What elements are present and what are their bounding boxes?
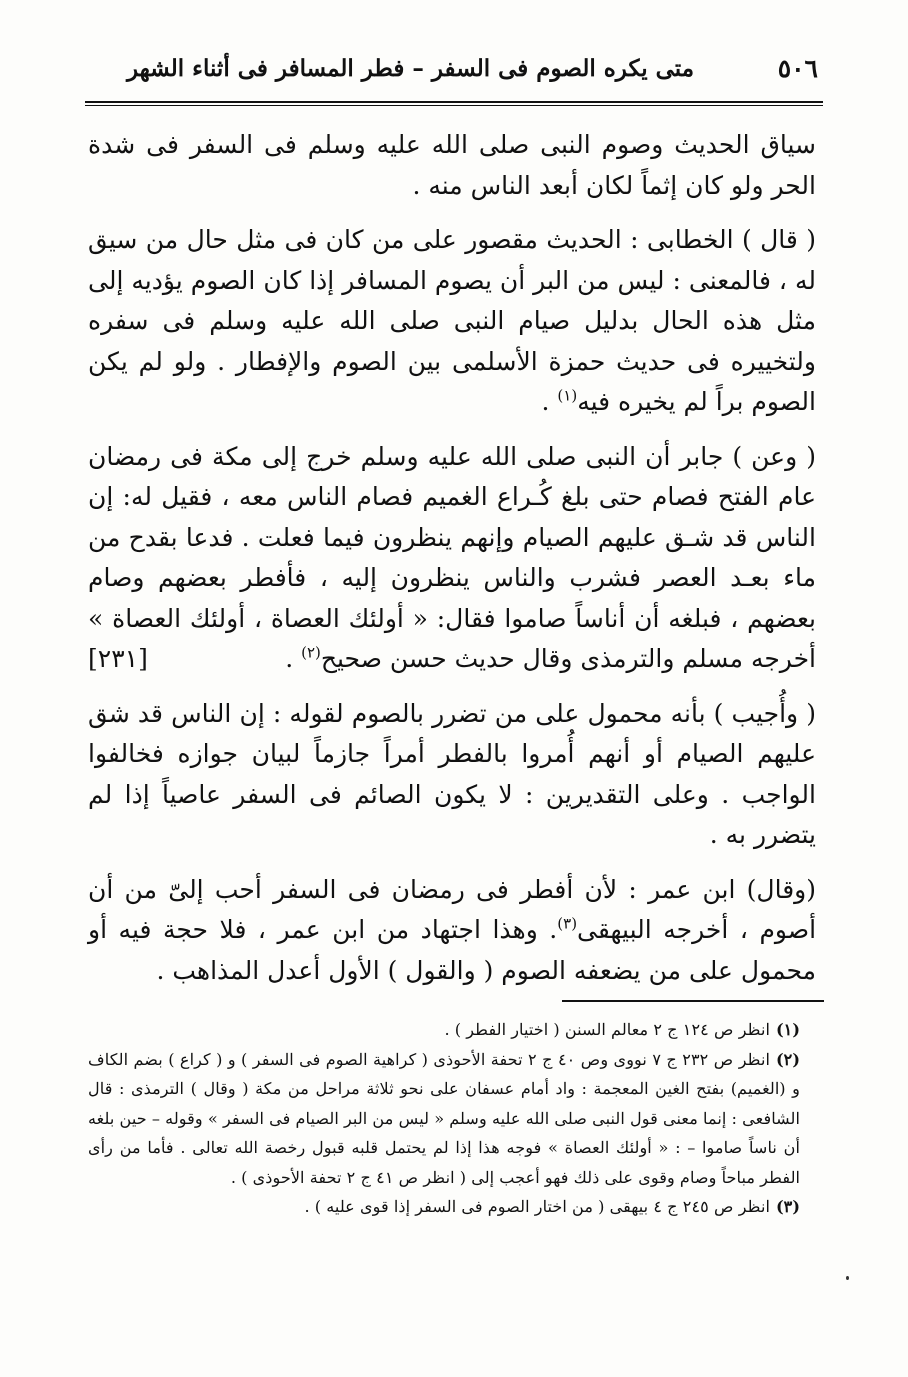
paragraph-last-line-text: حديث حسن صحيح — [320, 644, 515, 673]
paragraph-text: ( قال ) الخطابى : الحديث مقصور على من كان فى مثل حال من سيق له ، فالمعنى : ليس من البر أن يصوم المسافر إذا كان الصوم يؤديه إلى مثل هذه الحال بدليل صيام النبى صلى الله عليه وسلم فى سفره ولتخييره فى حديث حمزة الأسلمى بين الصوم والإفطار . ولو لم يكن الصوم براً لم يخيره فيه — [88, 225, 816, 416]
paragraph-last-line — [285, 644, 515, 673]
footnotes — [88, 1015, 818, 1222]
paragraph-text: ( وأُجيب ) بأنه محمول على من تضرر بالصوم لقوله : إن الناس قد شق عليهم الصيام أو أنهم أُمروا بالفطر أمراً جازماً لبيان جوازه فخالفوا الواجب . وعلى التقديرين : لا يكون الصائم فى السفر عاصياً إذا لم يتضرر به . — [88, 698, 816, 849]
footnote-number: (٢) — [775, 1049, 801, 1069]
footnote-text: انظر ص ١٢٤ ج ٢ معالم السنن ( اختيار الفطر ) . — [444, 1020, 770, 1039]
paragraph-end: . وهذا اجتهاد من ابن عمر ، فلا حجة فيه أو محمول على من يضعفه الصوم ( والقول ) الأول أعدل المذاهب . — [88, 915, 816, 985]
paragraph-text: ( وعن ) جابر أن النبى صلى الله عليه وسلم خرج إلى مكة فى رمضان عام الفتح فصام حتى بلغ كُـراع الغميم فصام الناس معه ، فقيل له: إن الناس قد شـق عليهم الصيام وإنهم ينظرون فيما فعلت . فدعا بقدح من ماء بعـد العصر فشرب والناس ينظرون إليه ، فأفطر بعضهم وصام بعضهم ، فبلغه أن أناساً صاموا فقال: « أولئك العصاة ، أولئك العصاة » أخرجه مسلم والترمذى وقال — [88, 441, 816, 673]
footnote-marker[interactable]: (١) — [557, 386, 578, 405]
paragraph-end: . — [285, 644, 302, 673]
paragraph-3 — [88, 437, 816, 680]
hadith-reference-number: [٢٣١] — [88, 644, 148, 673]
header-rule-thin — [85, 105, 823, 106]
paragraph-text: (وقال) ابن عمر : لأن أفطر فى رمضان فى السفر أحب إلىّ من أن أصوم ، أخرجه البيهقى — [88, 874, 817, 944]
paragraph-text: سياق الحديث وصوم النبى صلى الله عليه وسلم فى السفر فى شدة الحر ولو كان إثماً لكان أبعد الناس منه . — [88, 130, 816, 200]
footnote-2 — [88, 1045, 818, 1193]
footnote-marker[interactable]: (٢) — [301, 643, 321, 662]
footnote-marker[interactable]: (٣) — [557, 914, 578, 933]
paragraph-end: . — [541, 387, 558, 416]
footnote-number: (٣) — [775, 1197, 800, 1216]
paragraph-5 — [88, 870, 816, 992]
footnote-number: (١) — [775, 1020, 800, 1039]
page-number: ٥٠٦ — [777, 54, 818, 83]
footnote-separator — [562, 1000, 824, 1002]
main-text — [88, 125, 816, 1005]
footnote-1 — [88, 1015, 818, 1045]
scan-speck — [846, 1276, 849, 1280]
footnote-text: انظر ص ٢٣٢ ج ٧ نووى وص ٤٠ ج ٢ تحفة الأحوذى ( كراهية الصوم فى السفر ) و ( كراع ) بضم الكاف و (الغميم) بفتح الغين المعجمة : واد أمام عسفان على نحو ثلاثة مراحل من مكة ( وقال ) الترمذى : قال الشافعى : إنما معنى قول النبى صلى الله عليه وسلم « ليس من البر الصيام فى السفر » وقوله – حين بلغه أن ناساً صاموا – : « أولئك العصاة » فوجه هذا إذا لم يحتمل قلبه قبول رخصة الله تعالى . فأما من رأى الفطر مباحاً وصام وقوى على ذلك فهو أعجب إلى ( انظر ص ٤١ ج ٢ تحفة الأحوذى ) . — [88, 1049, 800, 1187]
footnote-text: انظر ص ٢٤٥ ج ٤ بيهقى ( من اختار الصوم فى السفر إذا قوى عليه ) . — [304, 1197, 770, 1216]
header-rule — [85, 101, 823, 103]
paragraph-1 — [88, 125, 816, 206]
page-header — [88, 50, 818, 94]
running-title: متى يكره الصوم فى السفر – فطر المسافر فى أثناء الشهر — [126, 55, 695, 82]
paragraph-4 — [88, 694, 816, 856]
paragraph-2 — [88, 220, 816, 423]
footnote-3 — [88, 1192, 818, 1222]
